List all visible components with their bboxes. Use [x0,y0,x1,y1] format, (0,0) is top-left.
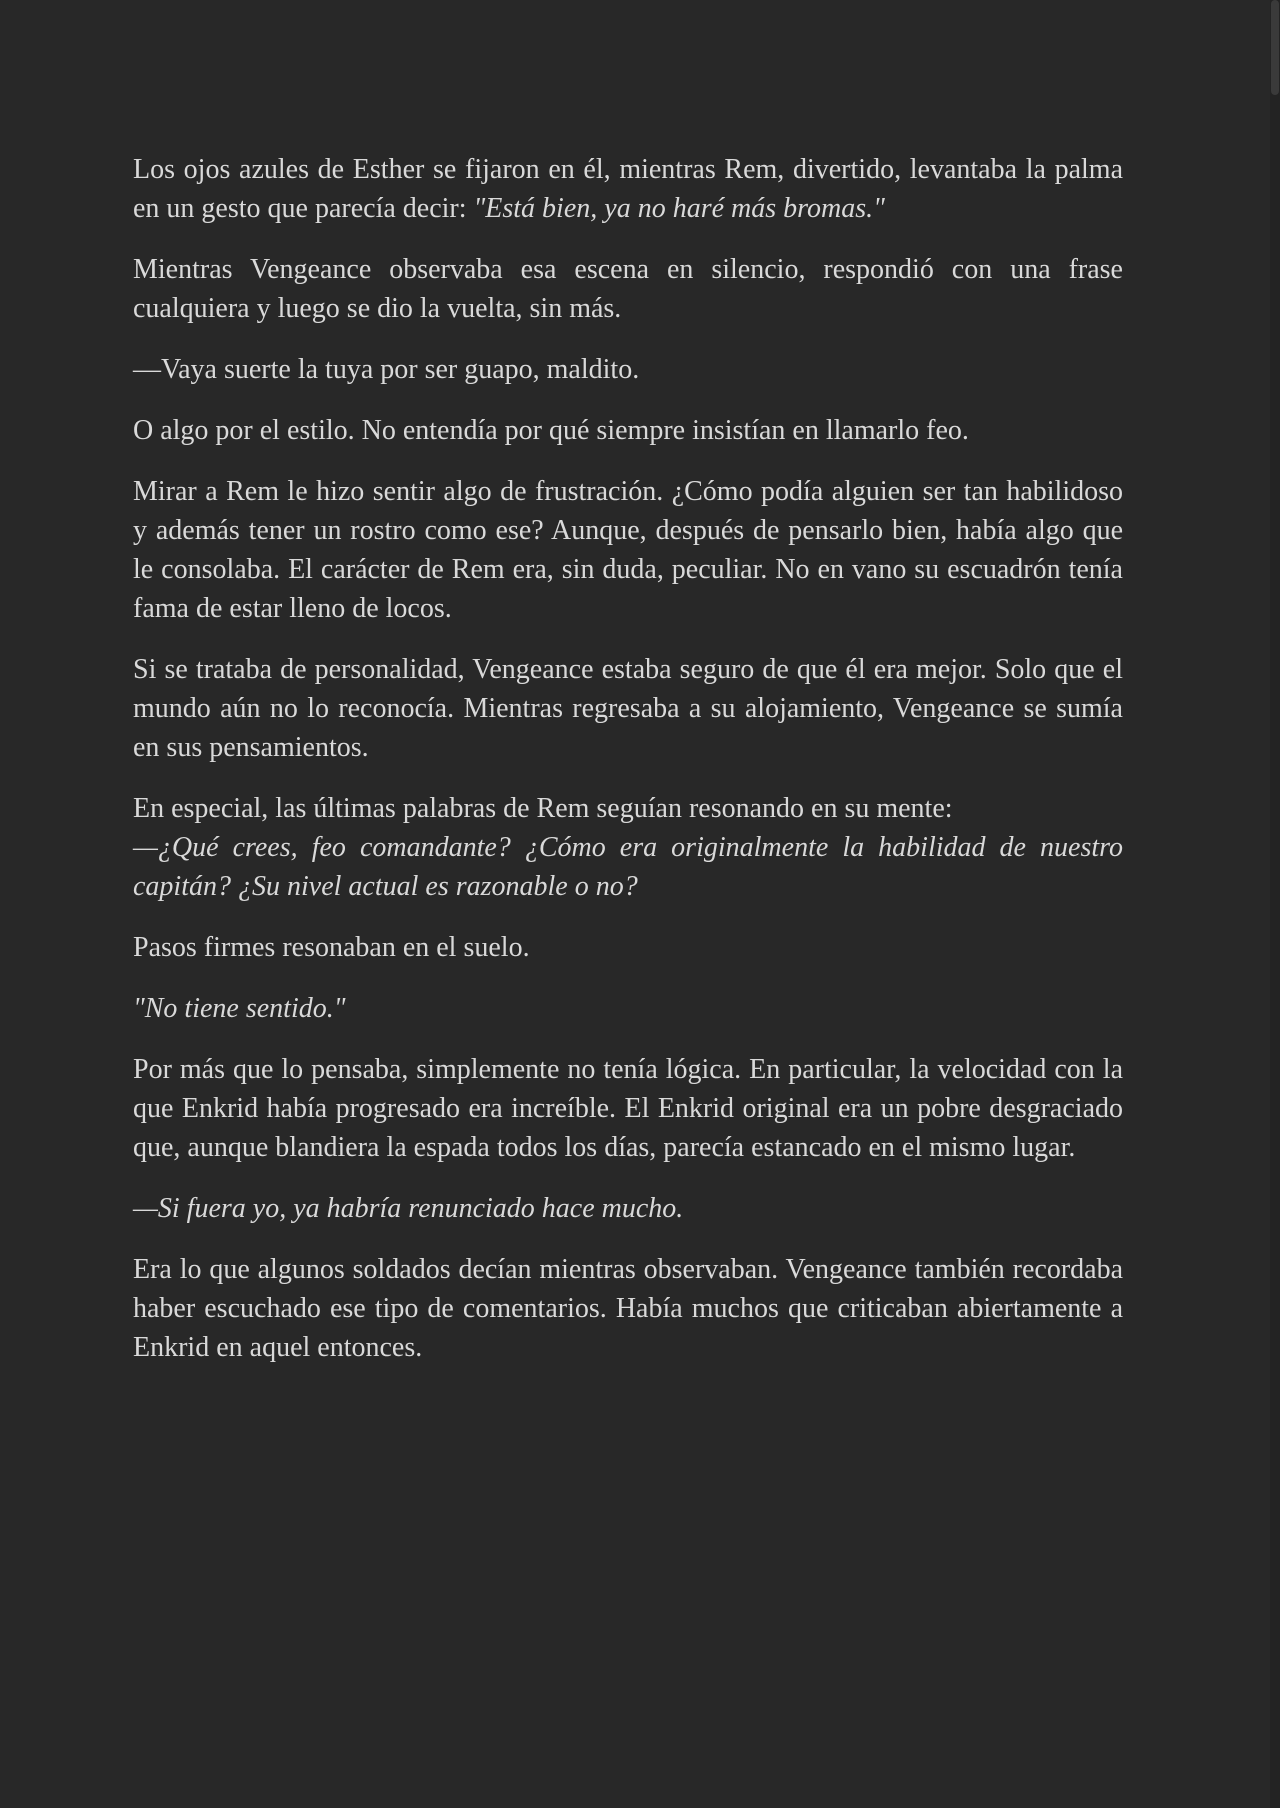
paragraph [133,150,1123,228]
italic-text-segment: "Está bien, ya no haré más bromas." [473,193,885,224]
chapter-text [133,150,1123,1389]
text-segment: En especial, las últimas palabras de Rem seguían resonando en su mente: [133,793,953,824]
italic-text-segment: "No tiene sentido." [133,993,346,1024]
text-segment: Era lo que algunos soldados decían mientras observaban. Vengeance también recordaba haber escuchado ese tipo de comentarios. Había muchos que criticaban abiertamente a Enkrid en aquel entonces. [133,1254,1123,1363]
paragraph [133,650,1123,767]
paragraph [133,1250,1123,1367]
text-segment: —Vaya suerte la tuya por ser guapo, maldito. [133,354,640,385]
text-segment: Por más que lo pensaba, simplemente no tenía lógica. En particular, la velocidad con la que Enkrid había progresado era increíble. El Enkrid original era un pobre desgraciado que, aunque blandiera la espada todos los días, parecía estancado en el mismo lugar. [133,1054,1123,1163]
scrollbar-track[interactable] [1270,0,1280,1808]
italic-text-segment: —Si fuera yo, ya habría renunciado hace mucho. [133,1193,684,1224]
text-segment: Mirar a Rem le hizo sentir algo de frustración. ¿Cómo podía alguien ser tan habilidoso y además tener un rostro como ese? Aunque, después de pensarlo bien, había algo que le consolaba. El carácter de Rem era, sin duda, peculiar. No en vano su escuadrón tenía fama de estar lleno de locos. [133,476,1123,624]
paragraph [133,1189,1123,1228]
paragraph [133,472,1123,628]
paragraph [133,989,1123,1028]
paragraph [133,250,1123,328]
paragraph [133,828,1123,906]
text-segment: Pasos firmes resonaban en el suelo. [133,932,530,963]
scrollbar-thumb[interactable] [1271,0,1279,95]
text-segment: Si se trataba de personalidad, Vengeance estaba seguro de que él era mejor. Solo que el mundo aún no lo reconocía. Mientras regresaba a su alojamiento, Vengeance se sumía en sus pensamientos. [133,654,1123,763]
paragraph [133,789,1123,828]
paragraph [133,1050,1123,1167]
text-segment: Mientras Vengeance observaba esa escena en silencio, respondió con una frase cualquiera y luego se dio la vuelta, sin más. [133,254,1123,324]
paragraph [133,411,1123,450]
paragraph [133,928,1123,967]
italic-text-segment: —¿Qué crees, feo comandante? ¿Cómo era originalmente la habilidad de nuestro capitán? ¿Su nivel actual es razonable o no? [133,832,1123,902]
paragraph [133,350,1123,389]
text-segment: O algo por el estilo. No entendía por qué siempre insistían en llamarlo feo. [133,415,969,446]
text-segment: Los ojos azules de Esther se fijaron en él, mientras Rem, divertido, levantaba la palma en un gesto que parecía decir: [133,154,1123,224]
